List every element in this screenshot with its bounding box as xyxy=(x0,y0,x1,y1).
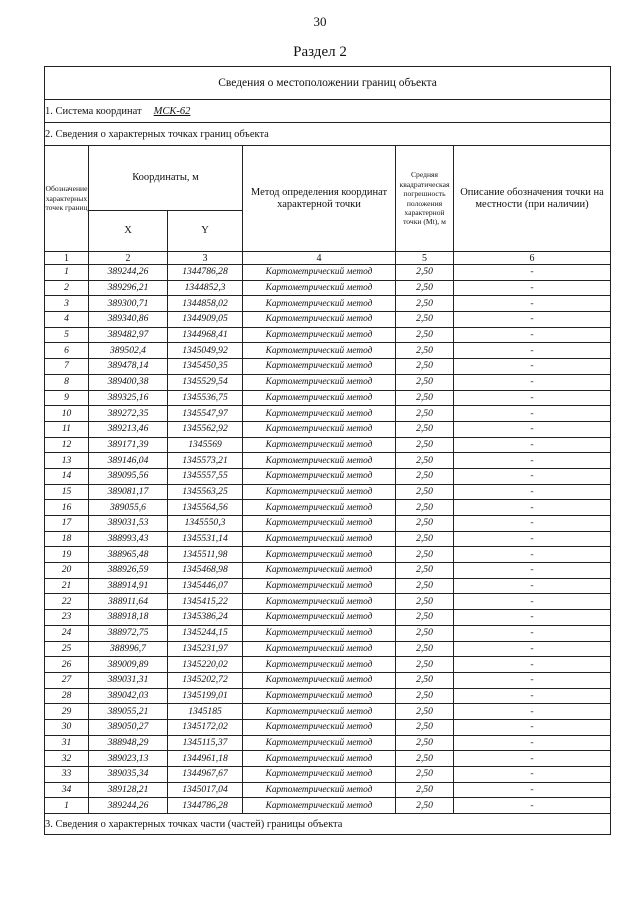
page-number: 30 xyxy=(313,14,327,29)
description-cell: - xyxy=(454,610,611,626)
coord-x: 389081,17 xyxy=(89,484,168,500)
header-y: Y xyxy=(168,211,243,252)
table-row xyxy=(45,594,611,610)
description-cell: - xyxy=(454,751,611,767)
table-row xyxy=(45,516,611,532)
table-row xyxy=(45,751,611,767)
rmse-cell: 2,50 xyxy=(396,421,454,437)
table-row xyxy=(45,374,611,390)
header-point-id: Обозначение характерных точек границ xyxy=(45,146,89,252)
coord-y: 1345199,01 xyxy=(168,688,243,704)
coord-y: 1344961,18 xyxy=(168,751,243,767)
method-cell: Картометрический метод xyxy=(243,563,396,579)
table-row xyxy=(45,484,611,500)
table-row xyxy=(45,782,611,798)
method-cell: Картометрический метод xyxy=(243,657,396,673)
coord-y: 1345231,97 xyxy=(168,641,243,657)
header-x: X xyxy=(89,211,168,252)
method-cell: Картометрический метод xyxy=(243,484,396,500)
rmse-cell: 2,50 xyxy=(396,578,454,594)
point-number: 17 xyxy=(45,516,89,532)
column-number: 5 xyxy=(396,252,454,265)
table-row xyxy=(45,390,611,406)
description-cell: - xyxy=(454,672,611,688)
point-number: 1 xyxy=(45,798,89,814)
rmse-cell: 2,50 xyxy=(396,563,454,579)
coord-y: 1344909,05 xyxy=(168,312,243,328)
point-number: 2 xyxy=(45,280,89,296)
coord-x: 388948,29 xyxy=(89,735,168,751)
description-cell: - xyxy=(454,327,611,343)
rmse-cell: 2,50 xyxy=(396,468,454,484)
table-row xyxy=(45,735,611,751)
coord-x: 389042,03 xyxy=(89,688,168,704)
description-cell: - xyxy=(454,343,611,359)
coord-x: 389009,89 xyxy=(89,657,168,673)
coord-y: 1345547,97 xyxy=(168,406,243,422)
description-cell: - xyxy=(454,516,611,532)
description-cell: - xyxy=(454,657,611,673)
coord-y: 1345049,92 xyxy=(168,343,243,359)
method-cell: Картометрический метод xyxy=(243,767,396,783)
table-row xyxy=(45,500,611,516)
coord-system-value: МСК-62 xyxy=(153,105,191,117)
coord-y: 1345529,54 xyxy=(168,374,243,390)
rmse-cell: 2,50 xyxy=(396,327,454,343)
coord-y: 1345244,15 xyxy=(168,625,243,641)
rmse-cell: 2,50 xyxy=(396,719,454,735)
rmse-cell: 2,50 xyxy=(396,437,454,453)
header-description: Описание обозначения точки на местности (при наличии) xyxy=(454,146,611,252)
method-cell: Картометрический метод xyxy=(243,453,396,469)
coord-x: 388914,91 xyxy=(89,578,168,594)
table-row xyxy=(45,406,611,422)
coord-y: 1345511,98 xyxy=(168,547,243,563)
coord-y: 1345562,92 xyxy=(168,421,243,437)
description-cell: - xyxy=(454,594,611,610)
point-number: 7 xyxy=(45,359,89,375)
coord-x: 388996,7 xyxy=(89,641,168,657)
coord-x: 389128,21 xyxy=(89,782,168,798)
header-coordinates: Координаты, м xyxy=(89,146,243,211)
description-cell: - xyxy=(454,453,611,469)
point-number: 13 xyxy=(45,453,89,469)
method-cell: Картометрический метод xyxy=(243,390,396,406)
coord-x: 389272,35 xyxy=(89,406,168,422)
table-row xyxy=(45,767,611,783)
coord-system-label: 1. Система координат xyxy=(45,105,142,117)
coord-y: 1345172,02 xyxy=(168,719,243,735)
coord-y: 1345569 xyxy=(168,437,243,453)
coord-y: 1345536,75 xyxy=(168,390,243,406)
table-row xyxy=(45,437,611,453)
description-cell: - xyxy=(454,437,611,453)
point-number: 10 xyxy=(45,406,89,422)
header-rmse: Средняя квадратическая погрешность положения характерной точки (Mt), м xyxy=(396,146,454,252)
column-number: 2 xyxy=(89,252,168,265)
description-cell: - xyxy=(454,280,611,296)
table-row xyxy=(45,798,611,814)
table-row xyxy=(45,312,611,328)
coord-x: 388972,75 xyxy=(89,625,168,641)
description-cell: - xyxy=(454,265,611,281)
method-cell: Картометрический метод xyxy=(243,672,396,688)
point-number: 8 xyxy=(45,374,89,390)
table-row xyxy=(45,547,611,563)
table-row xyxy=(45,704,611,720)
method-cell: Картометрический метод xyxy=(243,359,396,375)
coord-y: 1345115,37 xyxy=(168,735,243,751)
point-number: 22 xyxy=(45,594,89,610)
point-number: 3 xyxy=(45,296,89,312)
point-number: 14 xyxy=(45,468,89,484)
method-cell: Картометрический метод xyxy=(243,751,396,767)
point-number: 12 xyxy=(45,437,89,453)
method-cell: Картометрический метод xyxy=(243,437,396,453)
table-row xyxy=(45,719,611,735)
description-cell: - xyxy=(454,406,611,422)
point-number: 16 xyxy=(45,500,89,516)
rmse-cell: 2,50 xyxy=(396,265,454,281)
point-number: 21 xyxy=(45,578,89,594)
point-number: 31 xyxy=(45,735,89,751)
column-numbers-row xyxy=(45,252,611,265)
coord-x: 389325,16 xyxy=(89,390,168,406)
description-cell: - xyxy=(454,641,611,657)
rmse-cell: 2,50 xyxy=(396,516,454,532)
coord-x: 389296,21 xyxy=(89,280,168,296)
rmse-cell: 2,50 xyxy=(396,359,454,375)
table-row xyxy=(45,641,611,657)
rmse-cell: 2,50 xyxy=(396,390,454,406)
coord-x: 389146,04 xyxy=(89,453,168,469)
coord-y: 1345564,56 xyxy=(168,500,243,516)
point-number: 5 xyxy=(45,327,89,343)
method-cell: Картометрический метод xyxy=(243,704,396,720)
coord-x: 389031,31 xyxy=(89,672,168,688)
header-method: Метод определения координат характерной точки xyxy=(243,146,396,252)
point-number: 32 xyxy=(45,751,89,767)
coord-y: 1345468,98 xyxy=(168,563,243,579)
coord-y: 1345531,14 xyxy=(168,531,243,547)
rmse-cell: 2,50 xyxy=(396,782,454,798)
description-cell: - xyxy=(454,390,611,406)
column-number: 6 xyxy=(454,252,611,265)
coord-y: 1344968,41 xyxy=(168,327,243,343)
description-cell: - xyxy=(454,735,611,751)
method-cell: Картометрический метод xyxy=(243,374,396,390)
method-cell: Картометрический метод xyxy=(243,594,396,610)
description-cell: - xyxy=(454,531,611,547)
rmse-cell: 2,50 xyxy=(396,296,454,312)
rmse-cell: 2,50 xyxy=(396,704,454,720)
coord-x: 389031,53 xyxy=(89,516,168,532)
point-number: 9 xyxy=(45,390,89,406)
point-number: 11 xyxy=(45,421,89,437)
method-cell: Картометрический метод xyxy=(243,327,396,343)
rmse-cell: 2,50 xyxy=(396,531,454,547)
coord-y: 1344786,28 xyxy=(168,798,243,814)
coord-x: 388911,64 xyxy=(89,594,168,610)
method-cell: Картометрический метод xyxy=(243,782,396,798)
rmse-cell: 2,50 xyxy=(396,343,454,359)
rmse-cell: 2,50 xyxy=(396,406,454,422)
coord-x: 389502,4 xyxy=(89,343,168,359)
coord-y: 1345550,3 xyxy=(168,516,243,532)
rmse-cell: 2,50 xyxy=(396,312,454,328)
rmse-cell: 2,50 xyxy=(396,625,454,641)
coord-y: 1345573,21 xyxy=(168,453,243,469)
points-body xyxy=(45,265,611,814)
coord-y: 1345202,72 xyxy=(168,672,243,688)
table-row xyxy=(45,468,611,484)
coord-y: 1345450,35 xyxy=(168,359,243,375)
table-row xyxy=(45,578,611,594)
method-cell: Картометрический метод xyxy=(243,641,396,657)
method-cell: Картометрический метод xyxy=(243,500,396,516)
method-cell: Картометрический метод xyxy=(243,406,396,422)
rmse-cell: 2,50 xyxy=(396,610,454,626)
description-cell: - xyxy=(454,468,611,484)
description-cell: - xyxy=(454,421,611,437)
point-number: 26 xyxy=(45,657,89,673)
coord-x: 389340,86 xyxy=(89,312,168,328)
table-title: Сведения о местоположении границ объекта xyxy=(45,67,611,100)
point-number: 1 xyxy=(45,265,89,281)
coord-x: 389244,26 xyxy=(89,265,168,281)
table-row xyxy=(45,610,611,626)
description-cell: - xyxy=(454,625,611,641)
rmse-cell: 2,50 xyxy=(396,500,454,516)
coord-x: 389171,39 xyxy=(89,437,168,453)
description-cell: - xyxy=(454,296,611,312)
rmse-cell: 2,50 xyxy=(396,641,454,657)
rmse-cell: 2,50 xyxy=(396,453,454,469)
rmse-cell: 2,50 xyxy=(396,798,454,814)
description-cell: - xyxy=(454,563,611,579)
point-number: 34 xyxy=(45,782,89,798)
method-cell: Картометрический метод xyxy=(243,735,396,751)
description-cell: - xyxy=(454,688,611,704)
coord-y: 1344786,28 xyxy=(168,265,243,281)
point-number: 30 xyxy=(45,719,89,735)
rmse-cell: 2,50 xyxy=(396,735,454,751)
method-cell: Картометрический метод xyxy=(243,312,396,328)
coord-x: 389482,97 xyxy=(89,327,168,343)
method-cell: Картометрический метод xyxy=(243,516,396,532)
coord-x: 389244,26 xyxy=(89,798,168,814)
table-row xyxy=(45,421,611,437)
rmse-cell: 2,50 xyxy=(396,767,454,783)
rmse-cell: 2,50 xyxy=(396,484,454,500)
coord-x: 388918,18 xyxy=(89,610,168,626)
table-row xyxy=(45,296,611,312)
method-cell: Картометрический метод xyxy=(243,547,396,563)
method-cell: Картометрический метод xyxy=(243,531,396,547)
table-row xyxy=(45,265,611,281)
method-cell: Картометрический метод xyxy=(243,343,396,359)
description-cell: - xyxy=(454,312,611,328)
coord-y: 1345220,02 xyxy=(168,657,243,673)
rmse-cell: 2,50 xyxy=(396,688,454,704)
coord-x: 389055,21 xyxy=(89,704,168,720)
description-cell: - xyxy=(454,359,611,375)
point-number: 25 xyxy=(45,641,89,657)
coord-x: 389400,38 xyxy=(89,374,168,390)
parts-heading: 3. Сведения о характерных точках части (частей) границы объекта xyxy=(45,814,611,835)
method-cell: Картометрический метод xyxy=(243,625,396,641)
rmse-cell: 2,50 xyxy=(396,657,454,673)
description-cell: - xyxy=(454,798,611,814)
boundary-table xyxy=(44,66,611,835)
method-cell: Картометрический метод xyxy=(243,610,396,626)
column-number: 4 xyxy=(243,252,396,265)
coord-x: 388993,43 xyxy=(89,531,168,547)
coord-y: 1345017,04 xyxy=(168,782,243,798)
rmse-cell: 2,50 xyxy=(396,751,454,767)
table-row xyxy=(45,563,611,579)
method-cell: Картометрический метод xyxy=(243,280,396,296)
description-cell: - xyxy=(454,782,611,798)
column-number: 3 xyxy=(168,252,243,265)
table-row xyxy=(45,280,611,296)
coord-x: 388926,59 xyxy=(89,563,168,579)
table-row xyxy=(45,672,611,688)
coord-x: 388965,48 xyxy=(89,547,168,563)
coord-x: 389055,6 xyxy=(89,500,168,516)
description-cell: - xyxy=(454,704,611,720)
coord-y: 1344852,3 xyxy=(168,280,243,296)
table-row xyxy=(45,531,611,547)
point-number: 29 xyxy=(45,704,89,720)
method-cell: Картометрический метод xyxy=(243,688,396,704)
rmse-cell: 2,50 xyxy=(396,547,454,563)
point-number: 33 xyxy=(45,767,89,783)
point-number: 27 xyxy=(45,672,89,688)
description-cell: - xyxy=(454,578,611,594)
method-cell: Картометрический метод xyxy=(243,265,396,281)
point-number: 24 xyxy=(45,625,89,641)
description-cell: - xyxy=(454,767,611,783)
rmse-cell: 2,50 xyxy=(396,672,454,688)
table-row xyxy=(45,343,611,359)
coord-y: 1345557,55 xyxy=(168,468,243,484)
method-cell: Картометрический метод xyxy=(243,798,396,814)
coord-x: 389213,46 xyxy=(89,421,168,437)
point-number: 19 xyxy=(45,547,89,563)
method-cell: Картометрический метод xyxy=(243,468,396,484)
coord-y: 1345185 xyxy=(168,704,243,720)
description-cell: - xyxy=(454,719,611,735)
point-number: 18 xyxy=(45,531,89,547)
coord-x: 389095,56 xyxy=(89,468,168,484)
point-number: 23 xyxy=(45,610,89,626)
description-cell: - xyxy=(454,547,611,563)
rmse-cell: 2,50 xyxy=(396,280,454,296)
point-number: 4 xyxy=(45,312,89,328)
coord-system-row xyxy=(45,100,611,123)
point-number: 28 xyxy=(45,688,89,704)
coord-y: 1344858,02 xyxy=(168,296,243,312)
method-cell: Картометрический метод xyxy=(243,296,396,312)
description-cell: - xyxy=(454,500,611,516)
coord-x: 389050,27 xyxy=(89,719,168,735)
method-cell: Картометрический метод xyxy=(243,421,396,437)
coord-y: 1345386,24 xyxy=(168,610,243,626)
rmse-cell: 2,50 xyxy=(396,594,454,610)
column-number: 1 xyxy=(45,252,89,265)
description-cell: - xyxy=(454,484,611,500)
coord-y: 1344967,67 xyxy=(168,767,243,783)
table-row xyxy=(45,625,611,641)
point-number: 15 xyxy=(45,484,89,500)
table-row xyxy=(45,657,611,673)
coord-x: 389023,13 xyxy=(89,751,168,767)
method-cell: Картометрический метод xyxy=(243,578,396,594)
table-row xyxy=(45,359,611,375)
table-row xyxy=(45,453,611,469)
section-title: Раздел 2 xyxy=(293,44,347,60)
table-row xyxy=(45,688,611,704)
coord-x: 389300,71 xyxy=(89,296,168,312)
table-row xyxy=(45,327,611,343)
coord-y: 1345563,25 xyxy=(168,484,243,500)
method-cell: Картометрический метод xyxy=(243,719,396,735)
rmse-cell: 2,50 xyxy=(396,374,454,390)
points-heading: 2. Сведения о характерных точках границ объекта xyxy=(45,123,611,146)
coord-x: 389478,14 xyxy=(89,359,168,375)
coord-x: 389035,34 xyxy=(89,767,168,783)
description-cell: - xyxy=(454,374,611,390)
point-number: 20 xyxy=(45,563,89,579)
point-number: 6 xyxy=(45,343,89,359)
coord-y: 1345446,07 xyxy=(168,578,243,594)
coord-y: 1345415,22 xyxy=(168,594,243,610)
